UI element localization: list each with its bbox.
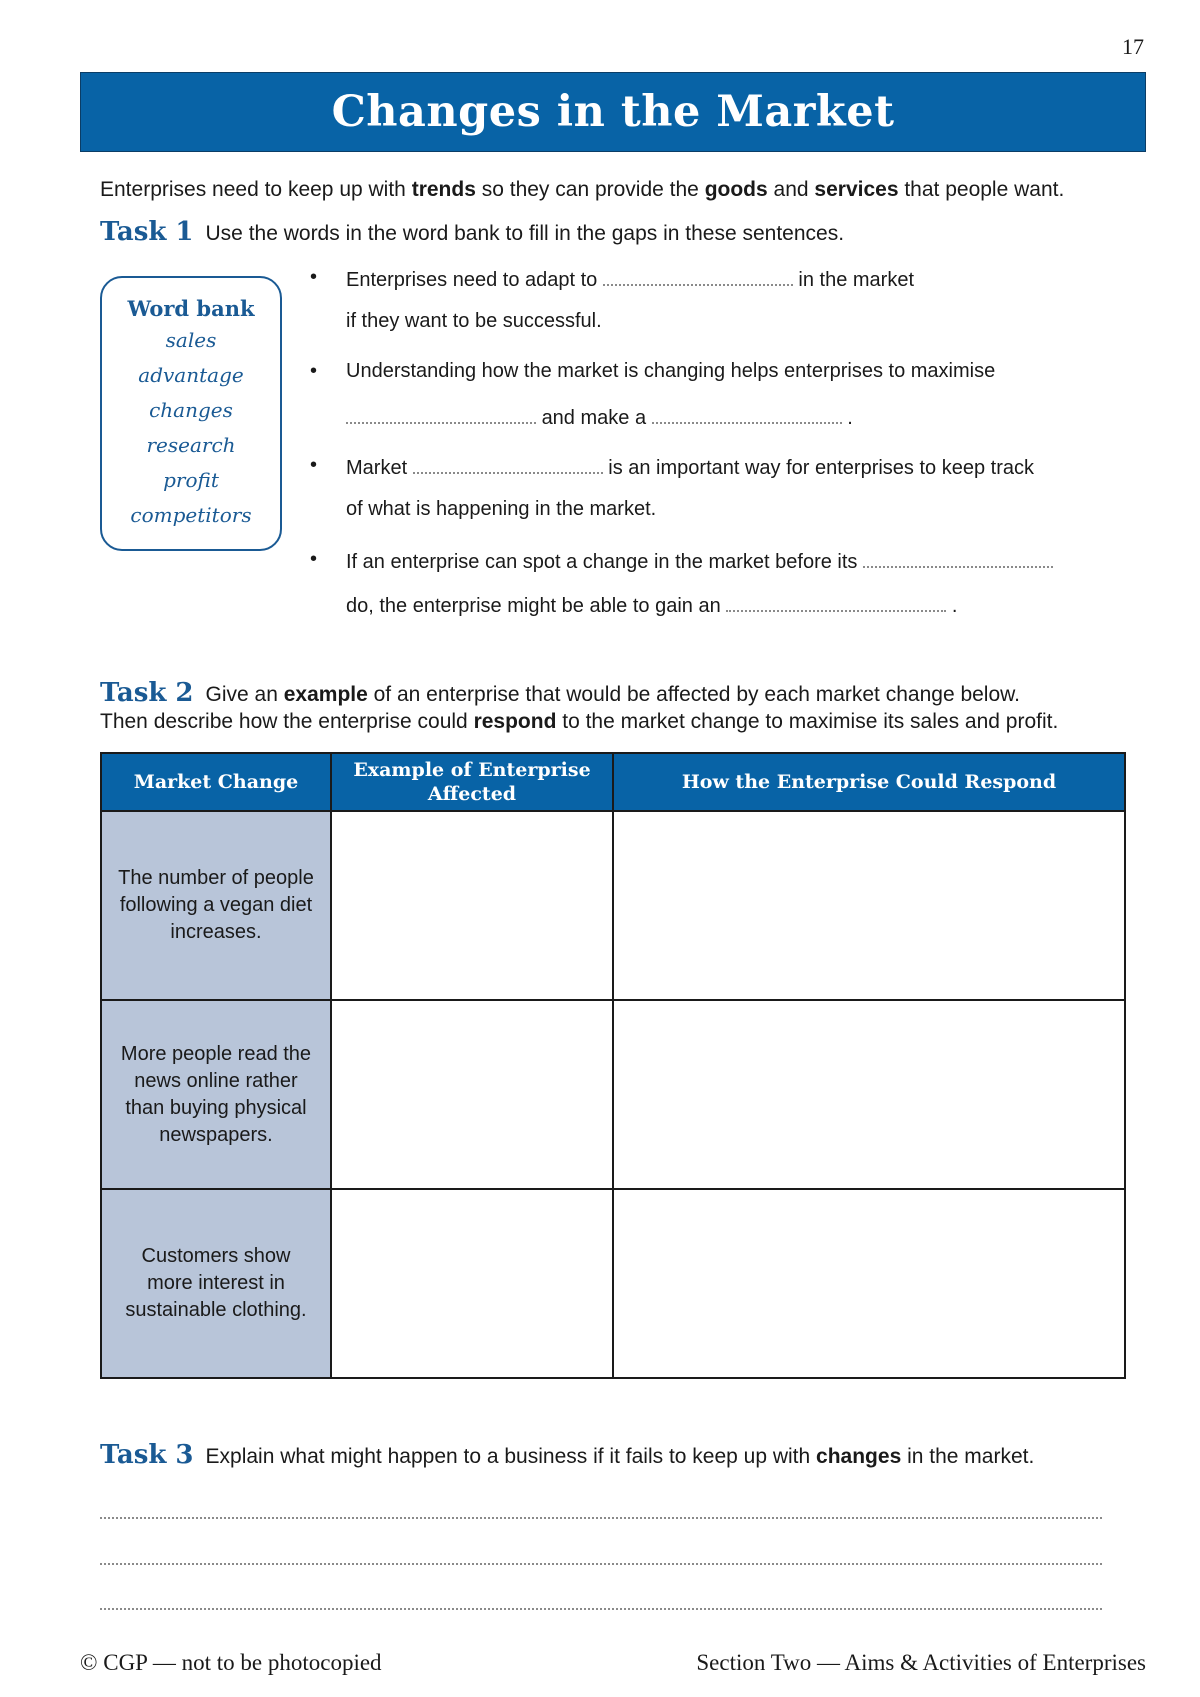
word-bank-word: sales bbox=[165, 328, 217, 352]
example-answer-cell[interactable] bbox=[331, 1189, 613, 1378]
answer-gap[interactable] bbox=[346, 404, 536, 424]
answer-line[interactable] bbox=[100, 1563, 1102, 1565]
answer-gap[interactable] bbox=[413, 454, 603, 474]
title-banner bbox=[80, 72, 1146, 152]
answer-line[interactable] bbox=[100, 1608, 1102, 1610]
answer-line[interactable] bbox=[100, 1517, 1102, 1519]
task2-heading: Task 2 Give an example of an enterprise that would be affected by each market change below. Then describe how the enterprise could respond to the market change to maximise its sales and profit. bbox=[100, 678, 1059, 733]
task1-heading bbox=[100, 217, 844, 247]
market-change-cell: More people read the news online rather than buying physical newspapers. bbox=[101, 1000, 331, 1189]
answer-gap[interactable] bbox=[603, 266, 793, 286]
respond-answer-cell[interactable] bbox=[613, 1189, 1125, 1378]
table-row bbox=[101, 1189, 1125, 1378]
table-row bbox=[101, 811, 1125, 1000]
answer-gap[interactable] bbox=[863, 548, 1053, 568]
task1-label: Task 1 bbox=[100, 217, 194, 247]
word-bank-word: profit bbox=[163, 468, 219, 492]
market-change-table bbox=[100, 752, 1126, 1379]
word-bank bbox=[100, 276, 282, 551]
footer-section: Section Two — Aims & Activities of Enterprises bbox=[696, 1650, 1146, 1675]
example-answer-cell[interactable] bbox=[331, 1000, 613, 1189]
intro-text: Enterprises need to keep up with trends so they can provide the goods and services that people want. bbox=[100, 178, 1065, 201]
word-bank-word: advantage bbox=[138, 363, 244, 387]
task2-label: Task 2 bbox=[100, 678, 194, 708]
answer-gap[interactable] bbox=[726, 592, 946, 612]
task1-instruction: Use the words in the word bank to fill in the gaps in these sentences. bbox=[205, 222, 845, 245]
task3-label: Task 3 bbox=[100, 1440, 194, 1470]
respond-answer-cell[interactable] bbox=[613, 1000, 1125, 1189]
page-title: Changes in the Market bbox=[331, 87, 895, 137]
example-answer-cell[interactable] bbox=[331, 811, 613, 1000]
task3-heading: Task 3 Explain what might happen to a business if it fails to keep up with changes in the market. bbox=[100, 1440, 1035, 1470]
footer-copyright: © CGP — not to be photocopied bbox=[80, 1650, 382, 1675]
respond-answer-cell[interactable] bbox=[613, 811, 1125, 1000]
header-example-enterprise: Example of Enterprise Affected bbox=[331, 753, 613, 811]
word-bank-word: competitors bbox=[130, 503, 252, 527]
word-bank-title: Word bank bbox=[127, 296, 255, 321]
word-bank-word: research bbox=[146, 433, 236, 457]
word-bank-word: changes bbox=[149, 398, 233, 422]
header-market-change: Market Change bbox=[101, 753, 331, 811]
header-how-respond: How the Enterprise Could Respond bbox=[613, 753, 1125, 811]
table-row bbox=[101, 1000, 1125, 1189]
market-change-cell: The number of people following a vegan diet increases. bbox=[101, 811, 331, 1000]
market-change-cell: Customers show more interest in sustainable clothing. bbox=[101, 1189, 331, 1378]
page-number: 17 bbox=[1122, 34, 1144, 59]
answer-gap[interactable] bbox=[652, 404, 842, 424]
